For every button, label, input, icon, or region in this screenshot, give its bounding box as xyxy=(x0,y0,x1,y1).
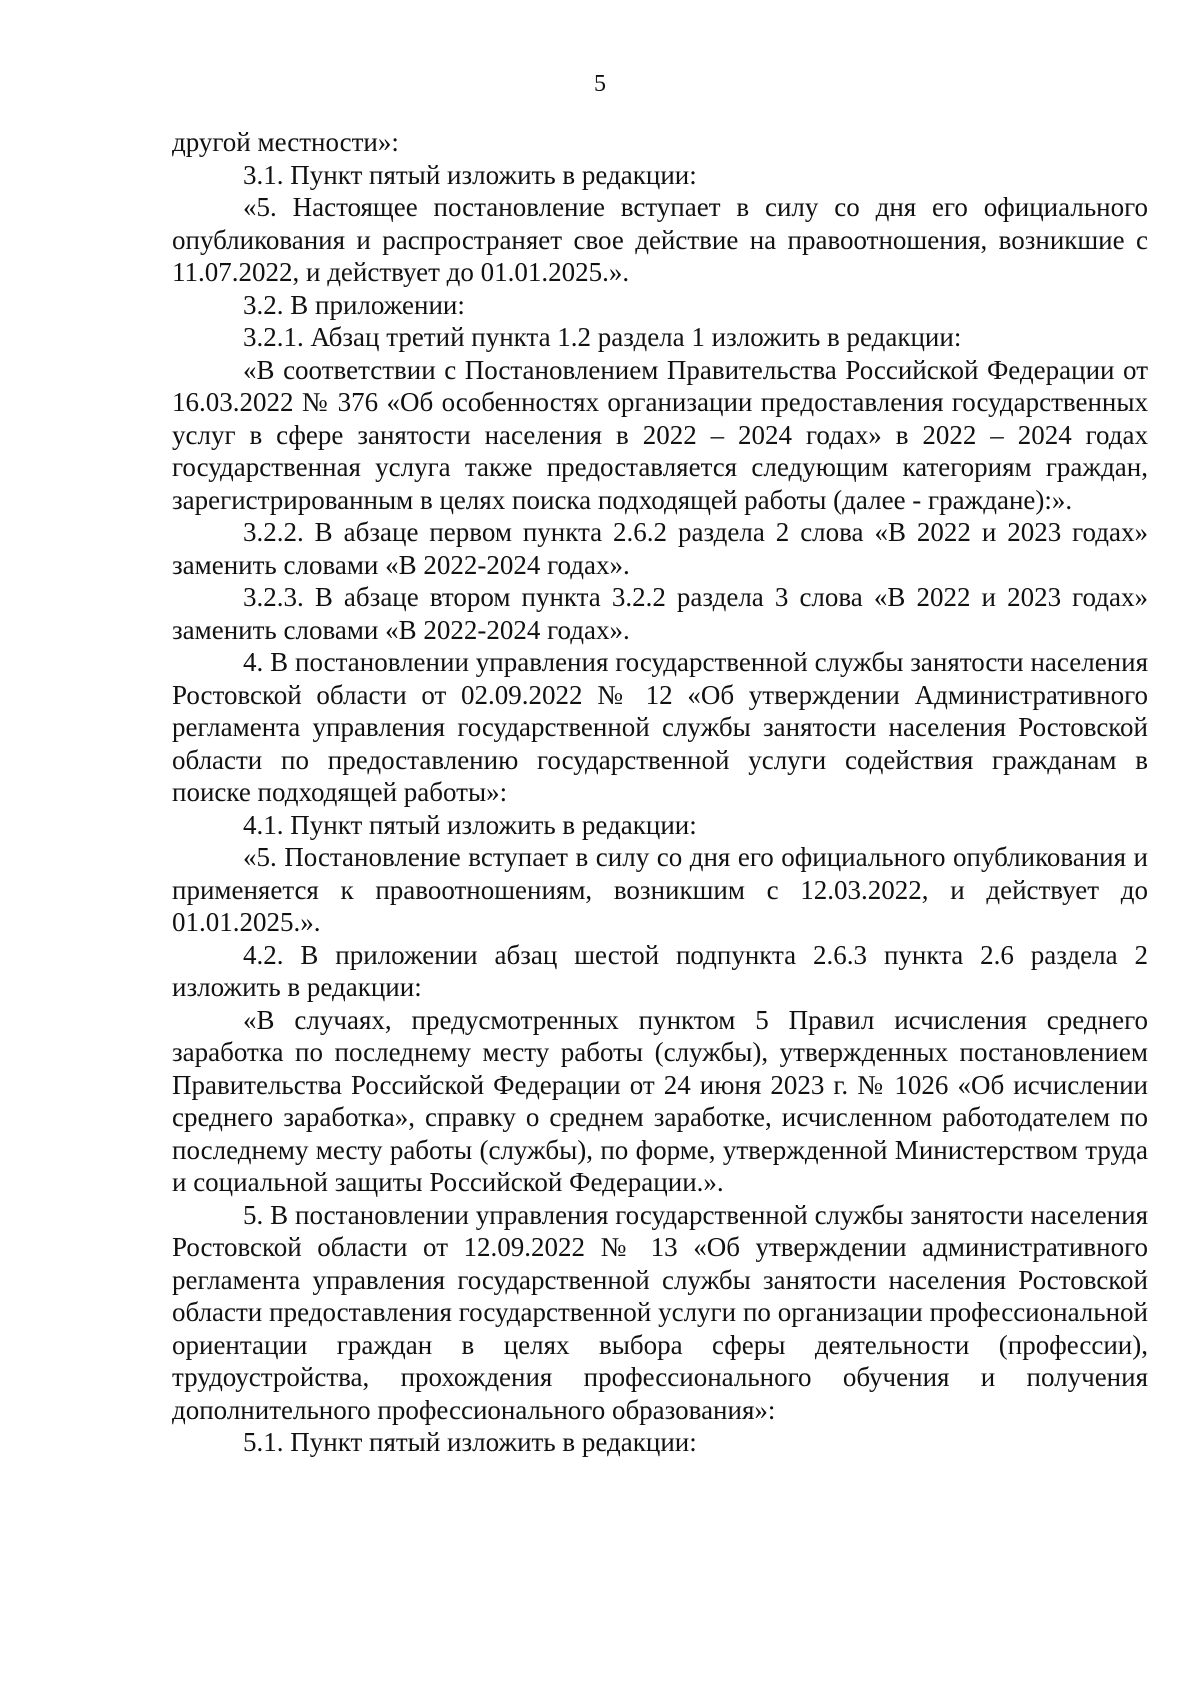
paragraph: «5. Настоящее постановление вступает в силу со дня его официального опубликования и распространяет свое действие на правоотношения, возникшие с 11.07.2022, и действует до 01.01.2025.». xyxy=(172,192,1148,287)
paragraph: 4. В постановлении управления государственной службы занятости населения Ростовской области от 02.09.2022 № 12 «Об утверждении Административного регламента управления государственной службы занятости населения Ростовской области по предоставлению государственной услуги содействия гражданам в поиске подходящей работы»: xyxy=(172,647,1148,807)
paragraph: 3.2. В приложении: xyxy=(243,289,465,320)
paragraph: 3.2.2. В абзаце первом пункта 2.6.2 раздела 2 слова «В 2022 и 2023 годах» заменить словами «В 2022-2024 годах». xyxy=(172,517,1148,580)
paragraph: 3.2.3. В абзаце втором пункта 3.2.2 раздела 3 слова «В 2022 и 2023 годах» заменить словами «В 2022-2024 годах». xyxy=(172,582,1148,645)
paragraph: 4.2. В приложении абзац шестой подпункта 2.6.3 пункта 2.6 раздела 2 изложить в редакции: xyxy=(172,939,1148,1002)
paragraph: 3.1. Пункт пятый изложить в редакции: xyxy=(243,159,697,190)
paragraph: другой местности»: xyxy=(172,127,399,157)
page-number: 5 xyxy=(594,71,606,97)
paragraph: «В случаях, предусмотренных пунктом 5 Правил исчисления среднего заработка по последнему месту работы (службы), утвержденных постановлением Правительства Российской Федерации от 24 июня 2023 г. № 1026 «Об исчислении среднего заработка», справку о среднем заработке, исчисленном работодателем по последнему месту работы (службы), по форме, утвержденной Министерством труда и социальной защиты Российской Федерации.». xyxy=(172,1004,1148,1197)
paragraph: 4.1. Пункт пятый изложить в редакции: xyxy=(243,809,697,840)
paragraph: «В соответствии с Постановлением Правительства Российской Федерации от 16.03.2022 № 376 «Об особенностях организации предоставления государственных услуг в сфере занятости населения в 2022 – 2024 годах» в 2022 – 2024 годах государственная услуга также предоставляется следующим категориям граждан, зарегистрированным в целях поиска подходящей работы (далее - граждане):». xyxy=(172,354,1148,515)
paragraph: «5. Постановление вступает в силу со дня его официального опубликования и применяется к правоотношениям, возникшим с 12.03.2022, и действует до 01.01.2025.». xyxy=(172,842,1148,937)
paragraph: 5.1. Пункт пятый изложить в редакции: xyxy=(243,1427,697,1457)
paragraph: 5. В постановлении управления государственной службы занятости населения Ростовской области от 12.09.2022 № 13 «Об утверждении административного регламента управления государственной службы занятости населения Ростовской области предоставления государственной услуги по организации профессиональной ориентации граждан в целях выбора сферы деятельности (профессии), трудоустройства, прохождения профессионального обучения и получения дополнительного профессионального образования»: xyxy=(172,1199,1148,1425)
paragraph: 3.2.1. Абзац третий пункта 1.2 раздела 1 изложить в редакции: xyxy=(243,322,962,352)
document-body xyxy=(172,126,1148,1459)
